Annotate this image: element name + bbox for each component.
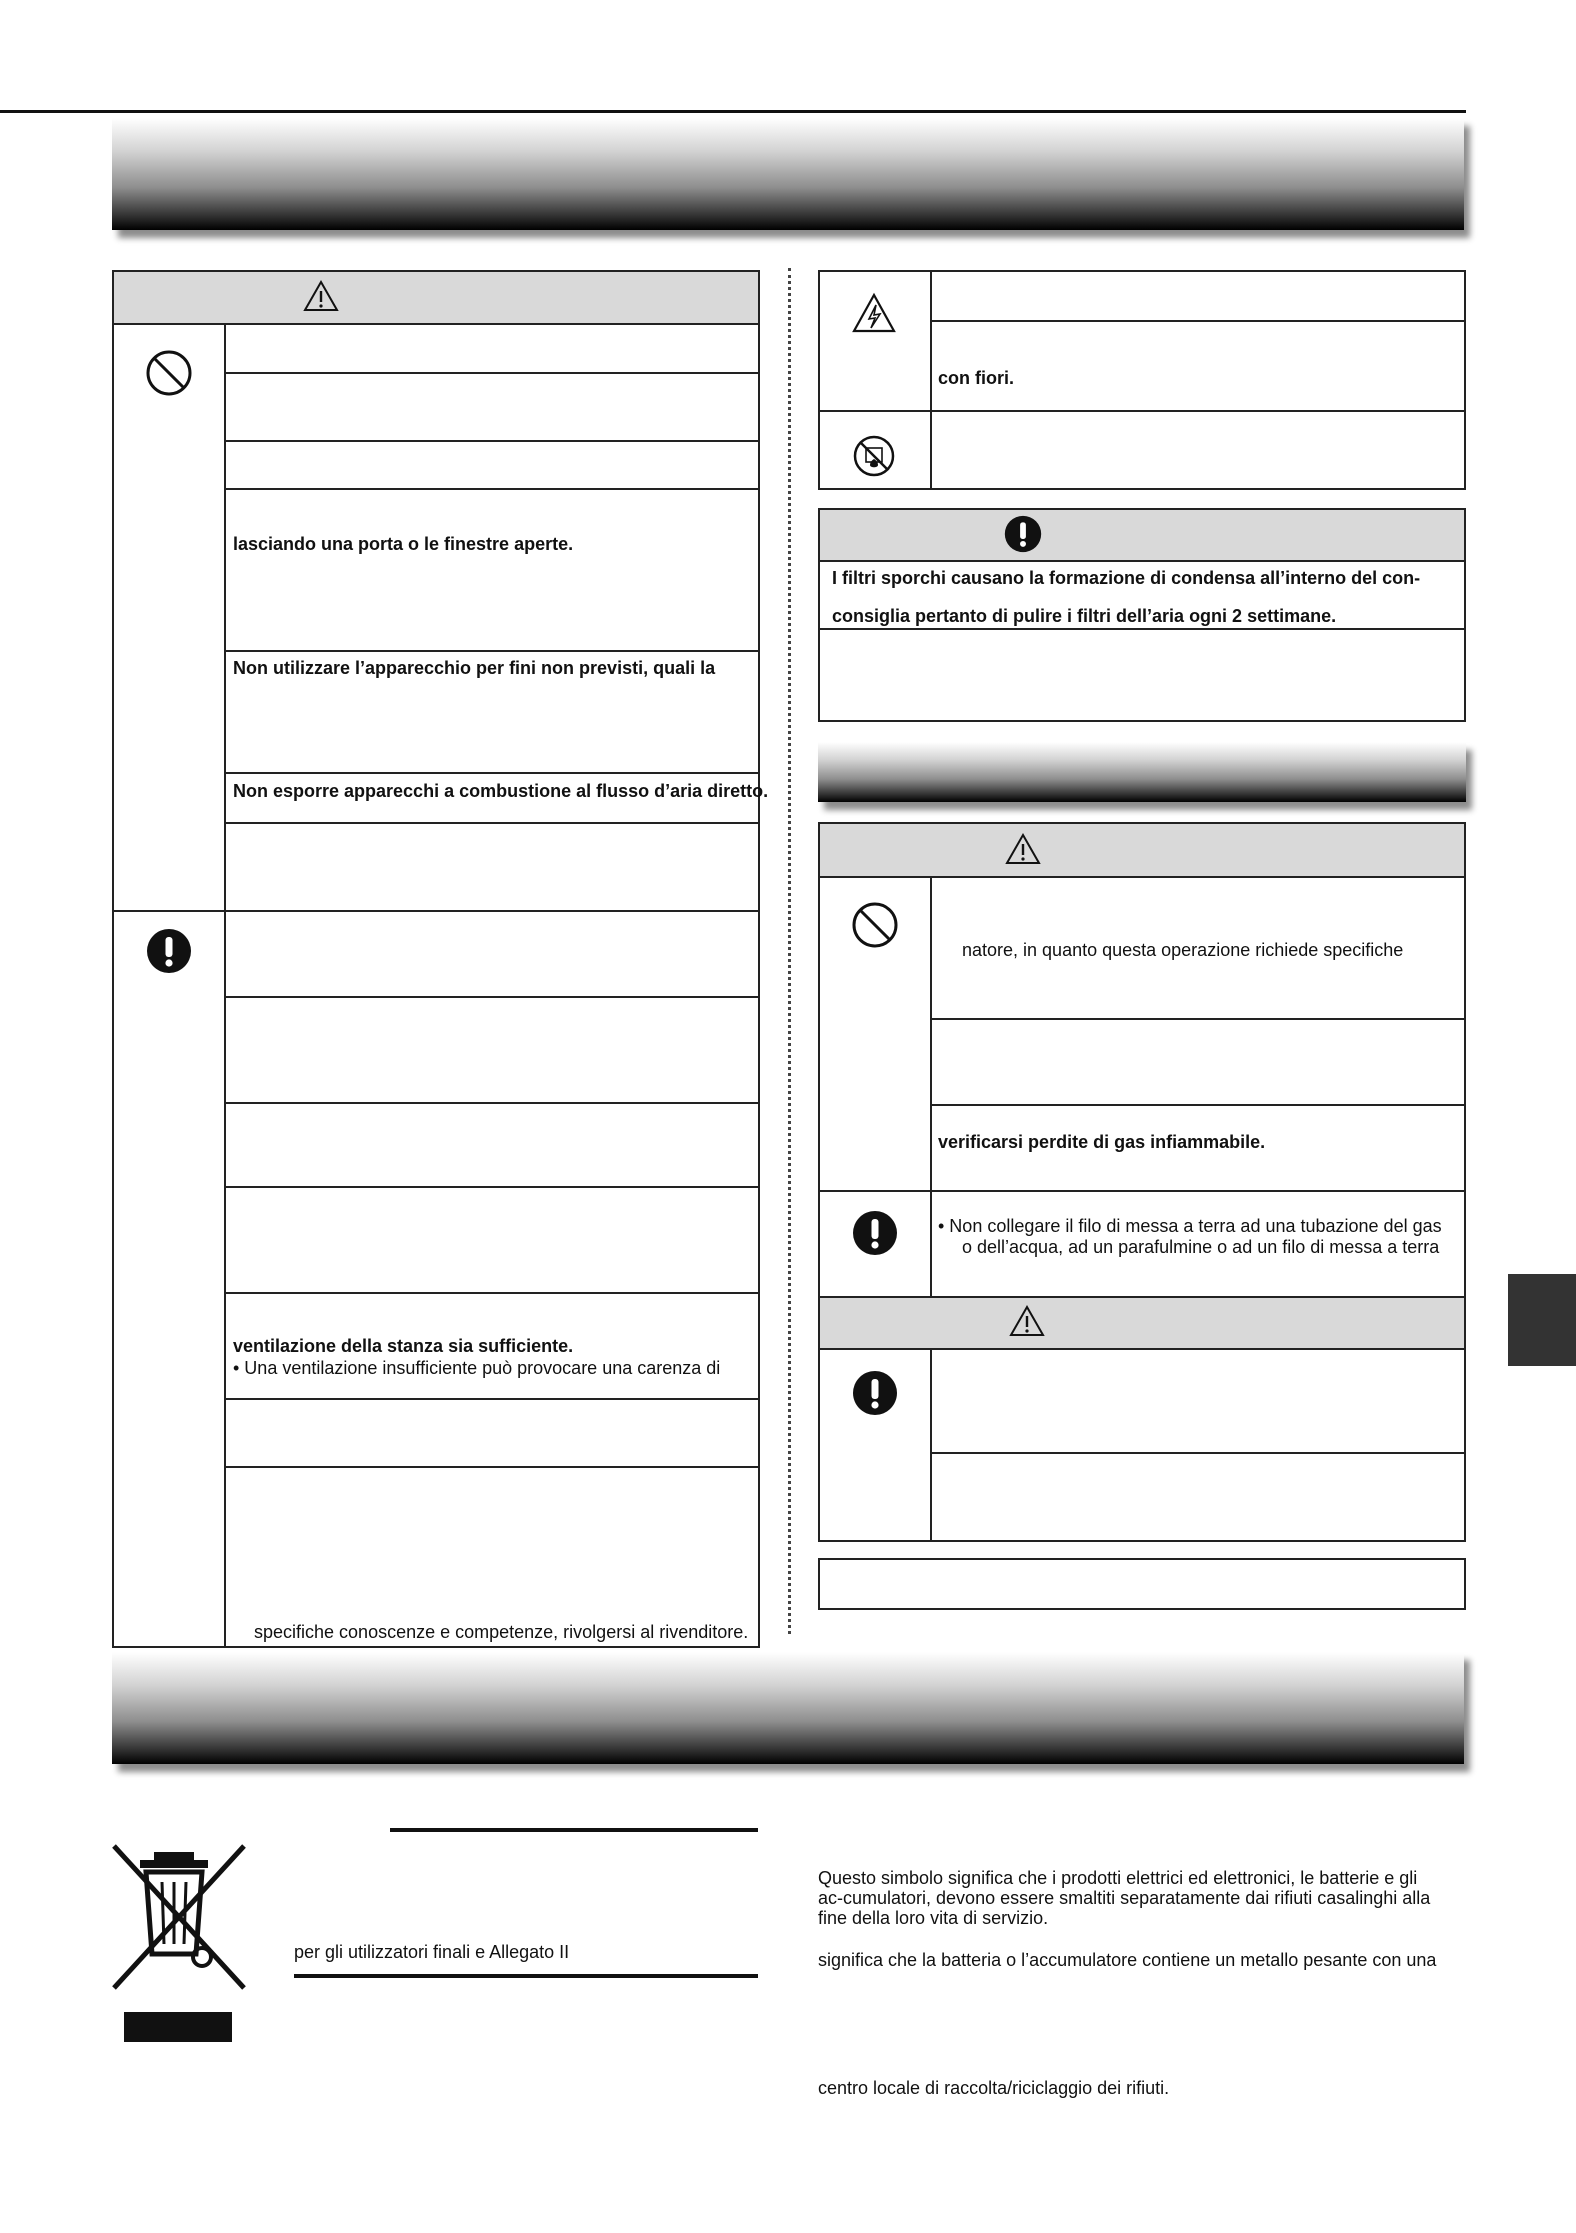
divider xyxy=(224,1292,760,1294)
divider xyxy=(224,1398,760,1400)
divider xyxy=(224,372,760,374)
divider xyxy=(224,440,760,442)
left-warning-header xyxy=(114,272,758,323)
divider xyxy=(224,772,760,774)
right-warning-header xyxy=(820,824,1464,876)
install-text: verificarsi perdite di gas infiammabile. xyxy=(938,1132,1266,1152)
divider xyxy=(224,1466,760,1468)
disposal-paragraph: centro locale di raccolta/riciclaggio dei rifiuti. xyxy=(818,2078,1170,2098)
top-rule xyxy=(0,110,1466,113)
disposal-left-text: per gli utilizzatori finali e Allegato II xyxy=(294,1942,570,1962)
divider xyxy=(224,996,760,998)
row-text: lasciando una porta o le finestre aperte. xyxy=(233,534,574,554)
divider xyxy=(818,1190,1466,1192)
note-box xyxy=(818,1558,1466,1610)
prohibition-icon xyxy=(850,900,900,950)
mandatory-icon xyxy=(1004,515,1042,553)
divider xyxy=(818,876,1466,878)
divider xyxy=(930,1018,1466,1020)
divider xyxy=(224,822,760,824)
install-text: • Non collegare il filo di messa a terra ad una tubazione del gas xyxy=(938,1216,1442,1236)
caution-text: I filtri sporchi causano la formazione di condensa all’interno del con- xyxy=(832,568,1421,588)
disposal-paragraph: Questo simbolo significa che i prodotti elettrici ed elettronici, le batterie e gli xyxy=(818,1868,1418,1888)
divider xyxy=(390,1828,758,1832)
prohibition-icon xyxy=(144,348,194,398)
divider xyxy=(930,876,932,1542)
section-banner-top xyxy=(112,118,1464,230)
row-text: ventilazione della stanza sia sufficiente. xyxy=(233,1336,574,1356)
divider xyxy=(930,270,932,490)
divider xyxy=(818,410,1466,412)
electric-hazard-box xyxy=(818,270,1466,490)
divider xyxy=(818,628,1466,630)
row-text: • Una ventilazione insufficiente può provocare una carenza di xyxy=(233,1358,721,1378)
divider xyxy=(112,323,760,325)
divider xyxy=(224,1186,760,1188)
section-banner-bottom xyxy=(112,1652,1464,1764)
black-bar-symbol xyxy=(124,2012,232,2042)
divider xyxy=(294,1974,758,1978)
row-text: Non utilizzare l’apparecchio per fini non previsti, quali la xyxy=(233,658,716,678)
section-banner-small xyxy=(818,742,1466,802)
divider xyxy=(224,323,226,1648)
divider xyxy=(818,1348,1466,1350)
divider xyxy=(930,320,1466,322)
crossed-bin-icon xyxy=(112,1842,248,1992)
row-text: specifiche conoscenze e competenze, rivolgersi al rivenditore. xyxy=(254,1622,749,1642)
caution-header xyxy=(820,510,1464,560)
install-text: natore, in quanto questa operazione richiede specifiche xyxy=(962,940,1404,960)
divider xyxy=(224,650,760,652)
electric-shock-icon xyxy=(851,292,897,334)
caution-text: consiglia pertanto di pulire i filtri dell’aria ogni 2 settimane. xyxy=(832,606,1337,626)
install-text: o dell’acqua, ad un parafulmine o ad un filo di messa a terra xyxy=(962,1237,1440,1257)
warning-triangle-icon xyxy=(1004,832,1042,866)
disposal-paragraph: ac-cumulatori, devono essere smaltiti separatamente dai rifiuti casalinghi alla xyxy=(818,1888,1431,1908)
divider xyxy=(112,910,226,912)
divider xyxy=(930,1104,1466,1106)
mandatory-icon xyxy=(852,1370,898,1416)
no-water-icon xyxy=(852,434,896,478)
right-warning-table xyxy=(818,822,1466,1542)
disposal-paragraph: fine della loro vita di servizio. xyxy=(818,1908,1049,1928)
divider xyxy=(224,910,760,912)
mandatory-icon xyxy=(146,928,192,974)
electric-box-text: con fiori. xyxy=(938,368,1014,388)
divider xyxy=(224,1102,760,1104)
right-warning-header-2 xyxy=(820,1298,1464,1348)
mandatory-icon xyxy=(852,1210,898,1256)
side-tab xyxy=(1508,1274,1576,1366)
divider xyxy=(224,488,760,490)
warning-triangle-icon xyxy=(302,279,340,313)
divider xyxy=(930,1452,1466,1454)
divider xyxy=(818,560,1466,562)
disposal-paragraph: significa che la batteria o l’accumulatore contiene un metallo pesante con una xyxy=(818,1950,1437,1970)
left-warning-table xyxy=(112,270,760,1648)
row-text: Non esporre apparecchi a combustione al flusso d’aria diretto. xyxy=(233,781,769,801)
column-separator xyxy=(788,268,791,1634)
warning-triangle-icon xyxy=(1008,1304,1046,1338)
